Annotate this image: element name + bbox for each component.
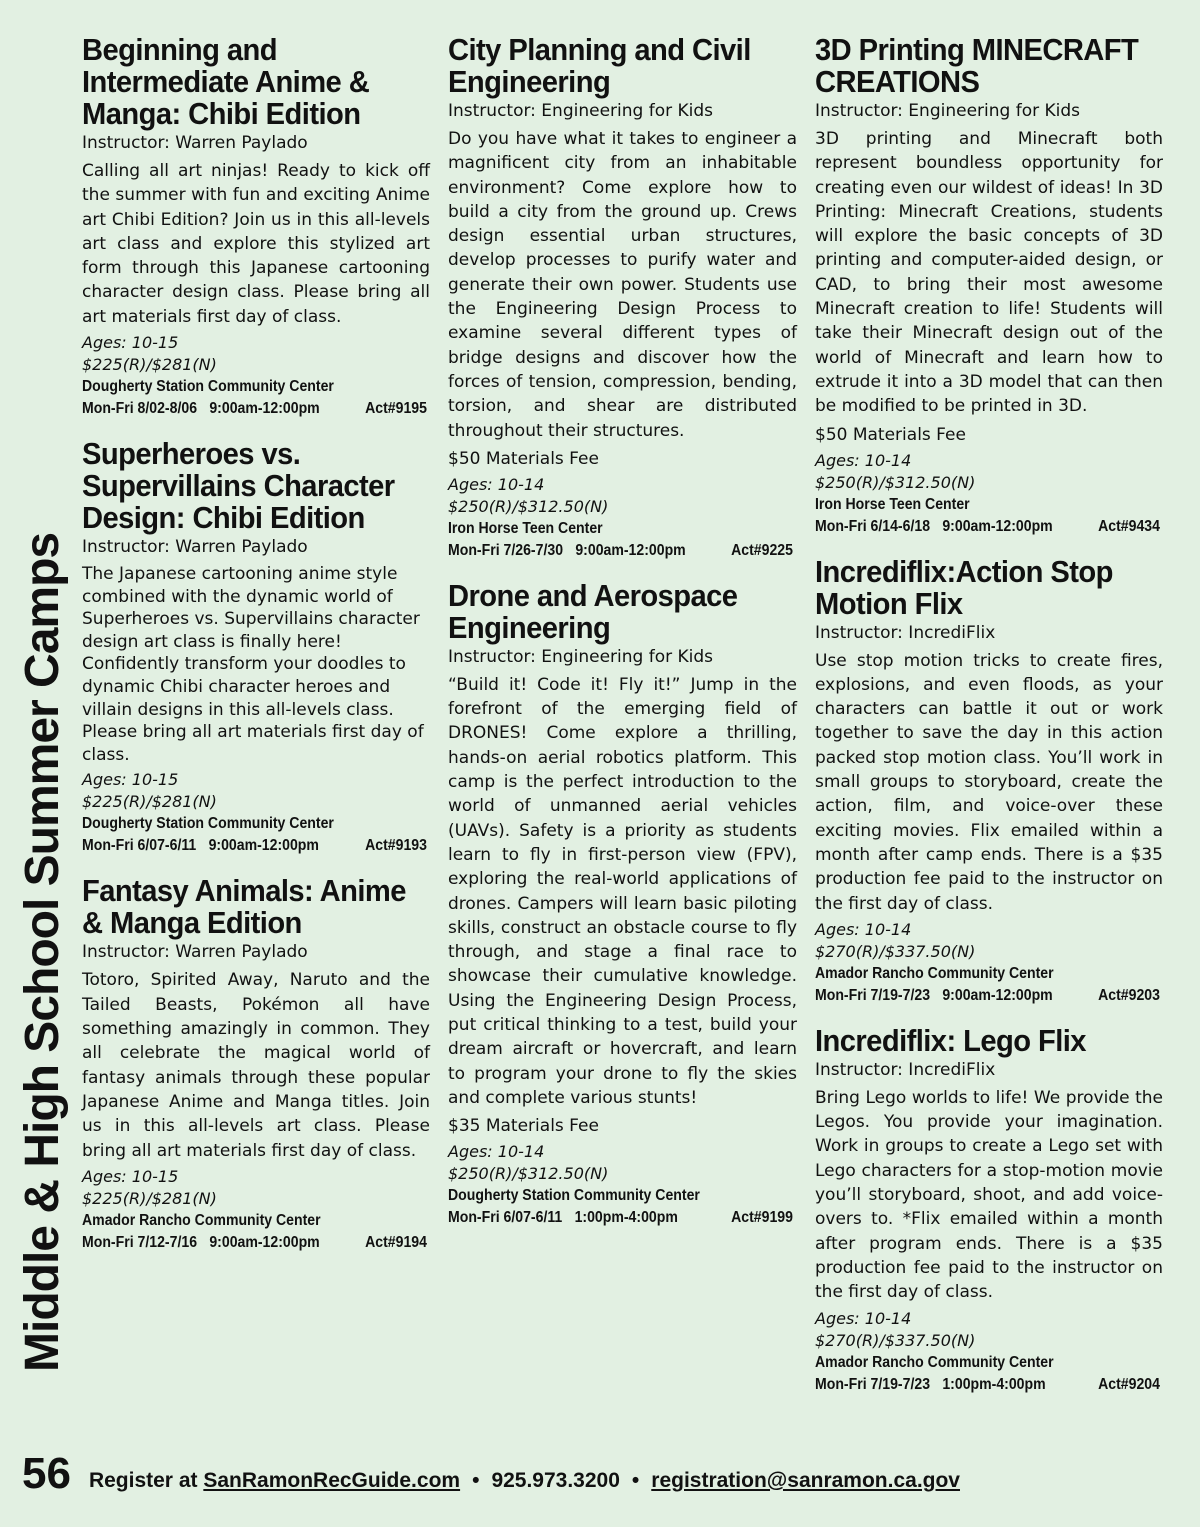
camp-location: Amador Rancho Community Center — [82, 1211, 321, 1229]
camp-title: 3D Printing MINECRAFT CREATIONS — [815, 32, 1139, 99]
camp-ages: Ages: 10-14 — [815, 919, 912, 939]
camp-location: Dougherty Station Community Center — [448, 1187, 700, 1205]
camp-price: $270(R)/$337.50(N) — [815, 1330, 976, 1350]
camp-schedule — [448, 1207, 793, 1229]
camp-materials-fee: $50 Materials Fee — [815, 424, 966, 445]
camp-days: Mon-Fri 7/19-7/23 — [815, 986, 931, 1004]
camp-listing — [82, 34, 430, 420]
camp-title: Drone and Aerospace Engineering — [448, 577, 738, 645]
camp-time: 9:00am-12:00pm — [209, 1233, 320, 1251]
phone-number: 925.973.3200 — [491, 1469, 620, 1492]
camp-schedule — [815, 985, 1160, 1007]
camp-schedule — [82, 835, 427, 857]
camp-activity-number: Act#9195 — [365, 400, 427, 418]
camp-price: $250(R)/$312.50(N) — [448, 496, 609, 516]
page-footer — [22, 1438, 1182, 1498]
camp-activity-number: Act#9225 — [731, 541, 793, 559]
camp-activity-number: Act#9193 — [365, 837, 427, 855]
camp-description: “Build it! Code it! Fly it!” Jump in the forefront of the emerging field of DRONES! Come explore a thrilling, hands-on aerial robotics platform. This camp is the perfect introduction to the world of unmanned aerial vehicles (UAVs). Safety is a priority as students learn to fly in first-person view (FPV), exploring the real-world applications of drones. Campers will learn basic piloting skills, construct an obstacle course to fly through, and stage a final race to showcase their cumulative knowledge. Using the Engineering Design Process, put critical thinking to a test, build your dream aircraft or hovercraft, and learn to program your drone to fly the skies and complete various stunts! — [448, 674, 797, 1108]
camp-time: 1:00pm-4:00pm — [574, 1209, 678, 1227]
camp-ages: Ages: 10-14 — [448, 474, 545, 494]
camp-instructor: Instructor: Engineering for Kids — [448, 646, 714, 667]
camp-location: Amador Rancho Community Center — [815, 1353, 1054, 1371]
camp-activity-number: Act#9203 — [1098, 986, 1160, 1004]
camp-instructor: Instructor: Engineering for Kids — [448, 101, 714, 121]
camp-price: $270(R)/$337.50(N) — [815, 941, 976, 961]
camp-listing — [448, 577, 797, 1229]
camp-title: Beginning and Intermediate Anime & Manga: Chibi Edition — [82, 32, 370, 131]
camp-activity-number: Act#9194 — [365, 1233, 427, 1251]
camp-listing — [815, 1022, 1163, 1396]
camp-schedule — [82, 398, 427, 420]
camp-ages: Ages: 10-14 — [815, 450, 912, 470]
camp-description: Use stop motion tricks to create fires, explosions, and even floods, as your characters can battle it out or work together to save the day in this action packed stop motion class. You’ll work in small groups to storyboard, create the action, film, and voice-over these exciting movies. Flix emailed within a month after camp ends. There is a $35 production fee paid to the instructor on the first day of class. — [815, 650, 1163, 914]
camp-activity-number: Act#9204 — [1098, 1375, 1160, 1393]
camp-description: Totoro, Spirited Away, Naruto and the Tailed Beasts, Pokémon all have something amazingly in common. They all celebrate the magical world of fantasy animals through these popular Japanese Anime and Manga titles. Join us in this all-levels art class. Please bring all art materials first day of class. — [82, 970, 430, 1161]
website-link[interactable]: SanRamonRecGuide.com — [203, 1469, 461, 1492]
camp-description: Do you have what it takes to engineer a magnificent city from an inhabitable environment? Come explore how to build a city from the ground up. Crews design essential urban structures, develop processes to purify water and generate their own power. Students use the Engineering Design Process to examine several different types of bridge designs and discover how the forces of tension, compression, bending, torsion, and shear are distributed throughout their structures. — [448, 129, 797, 441]
camp-title: Incrediflix: Lego Flix — [815, 1022, 1086, 1058]
camp-description: Bring Lego worlds to life! We provide the Legos. You provide your imagination. Work in groups to create a Lego set with Lego characters for a stop-motion movie you’ll storyboard, shoot, and add voice-overs to. *Flix emailed within a month after program ends. There is a $35 production fee paid to the instructor on the first day of class. — [815, 1087, 1163, 1303]
camp-instructor: Instructor: Warren Paylado — [82, 942, 308, 963]
camp-location: Dougherty Station Community Center — [82, 378, 334, 396]
camp-title: Incrediflix:Action Stop Motion Flix — [815, 553, 1113, 621]
camp-price: $250(R)/$312.50(N) — [448, 1164, 609, 1184]
camp-listing — [815, 34, 1163, 538]
camp-listing — [448, 34, 797, 562]
separator: • — [631, 1469, 640, 1492]
camp-listing — [815, 553, 1163, 1007]
camp-ages: Ages: 10-15 — [82, 770, 179, 790]
camp-days: Mon-Fri 7/12-7/16 — [82, 1233, 198, 1251]
camp-days: Mon-Fri 8/02-8/06 — [82, 400, 198, 418]
camp-instructor: Instructor: Warren Paylado — [82, 537, 308, 558]
camp-description: Calling all art ninjas! Ready to kick off the summer with fun and exciting Anime art Chibi Edition? Join us in this all-levels art class and explore this stylized art form through this Japanese cartooning character design class. Please bring all art materials first day of class. — [82, 161, 430, 327]
camp-description: 3D printing and Minecraft both represent boundless opportunity for creating even our wildest of ideas! In 3D Printing: Minecraft Creations, students will explore the basic concepts of 3D printing and computer-aided design, or CAD, to bring their most awesome Minecraft creation to life! Students will take their Minecraft design out of the world of Minecraft and learn how to extrude it into a 3D model that can then be modified to be printed in 3D. — [815, 129, 1163, 417]
camp-ages: Ages: 10-14 — [815, 1308, 912, 1328]
camp-schedule — [82, 1232, 427, 1254]
column-1 — [82, 34, 430, 1272]
camp-location: Iron Horse Teen Center — [815, 495, 970, 513]
camp-title: Fantasy Animals: Anime & Manga Edition — [82, 873, 406, 941]
camp-ages: Ages: 10-15 — [82, 1166, 179, 1186]
separator: • — [472, 1469, 480, 1492]
camp-time: 9:00am-12:00pm — [575, 541, 686, 559]
camp-instructor: Instructor: IncrediFlix — [815, 622, 996, 643]
camp-days: Mon-Fri 6/07-6/11 — [82, 837, 197, 855]
column-3 — [815, 34, 1163, 1414]
camp-location: Iron Horse Teen Center — [448, 519, 603, 537]
camp-title: City Planning and Civil Engineering — [448, 32, 751, 99]
camp-time: 9:00am-12:00pm — [942, 517, 1053, 535]
camp-instructor: Instructor: Warren Paylado — [82, 133, 308, 153]
camp-activity-number: Act#9199 — [731, 1209, 793, 1227]
camp-ages: Ages: 10-15 — [82, 333, 179, 353]
camp-days: Mon-Fri 7/26-7/30 — [448, 541, 564, 559]
camp-time: 9:00am-12:00pm — [208, 837, 319, 855]
camp-materials-fee: $50 Materials Fee — [448, 448, 599, 469]
camp-listing — [82, 438, 430, 857]
camp-instructor: Instructor: Engineering for Kids — [815, 101, 1081, 121]
section-title: Middle & High School Summer Camps — [16, 532, 69, 1372]
camp-time: 9:00am-12:00pm — [942, 986, 1053, 1004]
registration-info — [89, 1464, 960, 1498]
camp-time: 9:00am-12:00pm — [209, 400, 320, 418]
email-link[interactable]: registration@sanramon.ca.gov — [651, 1469, 960, 1492]
camp-location: Amador Rancho Community Center — [815, 964, 1054, 982]
camp-price: $250(R)/$312.50(N) — [815, 472, 976, 492]
camp-price: $225(R)/$281(N) — [82, 792, 217, 812]
camp-instructor: Instructor: IncrediFlix — [815, 1059, 996, 1080]
camp-listing — [82, 875, 430, 1253]
page-number: 56 — [22, 1449, 71, 1498]
camp-schedule — [448, 540, 793, 562]
column-2 — [448, 34, 797, 1247]
register-prefix: Register at — [88, 1469, 198, 1492]
camp-price: $225(R)/$281(N) — [82, 1188, 217, 1208]
camp-price: $225(R)/$281(N) — [82, 355, 217, 375]
camp-materials-fee: $35 Materials Fee — [448, 1116, 599, 1137]
camp-description: The Japanese cartooning anime style combined with the dynamic world of Superheroes vs. Supervillains character design art class is finally here! Confidently transform your doodles to dynamic Chibi character heroes and villain designs in this all-levels class. Please bring all art materials first day of class. — [82, 564, 424, 765]
camp-activity-number: Act#9434 — [1098, 517, 1160, 535]
camp-schedule — [815, 516, 1160, 538]
camp-days: Mon-Fri 6/14-6/18 — [815, 517, 931, 535]
camp-title: Superheroes vs. Supervillains Character Design: Chibi Edition — [82, 436, 395, 536]
camp-days: Mon-Fri 7/19-7/23 — [815, 1375, 931, 1393]
camp-schedule — [815, 1374, 1160, 1396]
camp-time: 1:00pm-4:00pm — [942, 1375, 1046, 1393]
camp-ages: Ages: 10-14 — [448, 1142, 545, 1162]
camp-location: Dougherty Station Community Center — [82, 815, 334, 833]
camp-days: Mon-Fri 6/07-6/11 — [448, 1209, 563, 1227]
